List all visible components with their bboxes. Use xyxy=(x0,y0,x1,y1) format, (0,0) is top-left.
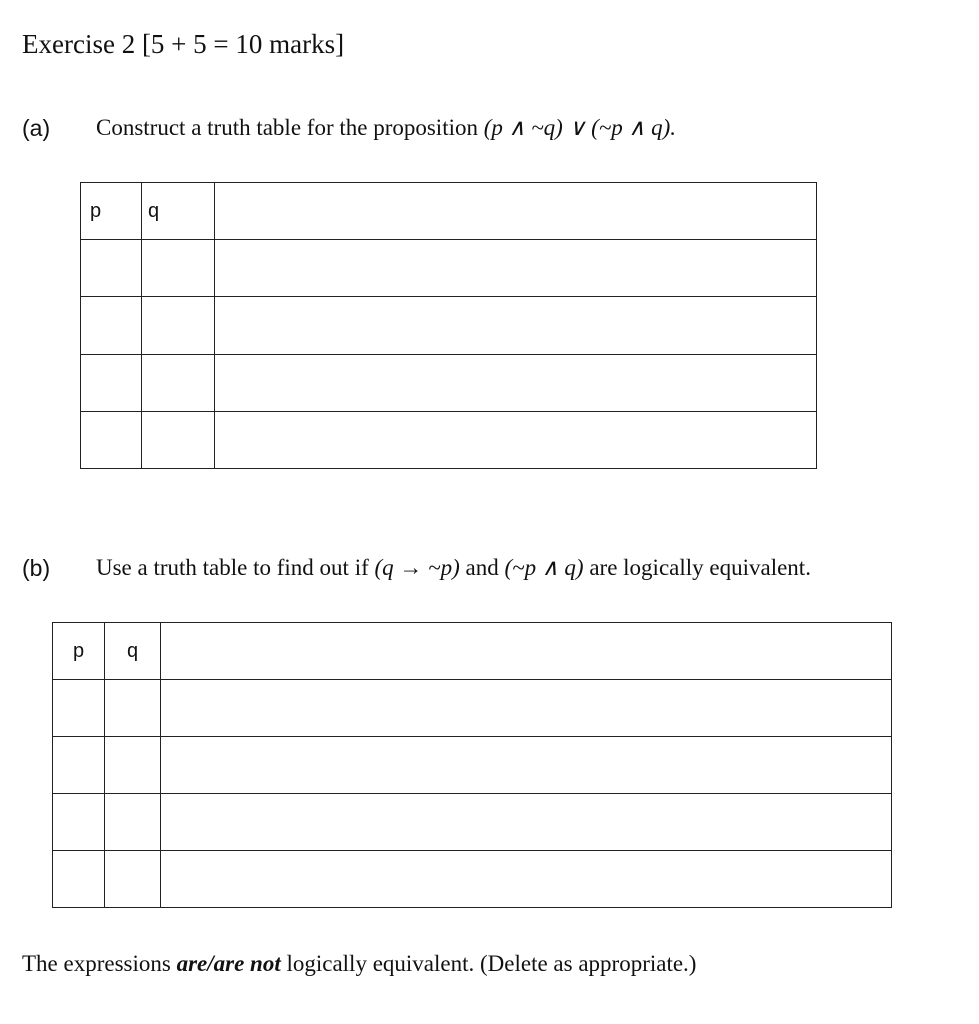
part-a-proposition: (p ∧ ~q) ∨ (~p ∧ q). xyxy=(483,115,677,140)
part-b-label: (b) xyxy=(22,555,51,581)
truth-table-b xyxy=(52,622,892,908)
table-b-header-p: p xyxy=(53,623,105,680)
table-a-header-result[interactable] xyxy=(215,183,817,240)
table-a-cell-result[interactable] xyxy=(215,297,817,354)
part-b-prompt-text-3: are logically equivalent. xyxy=(583,555,811,580)
table-b-header-q: q xyxy=(105,623,161,680)
part-a-prompt xyxy=(96,113,676,143)
part-b-prompt-text-1: Use a truth table to find out if xyxy=(96,555,375,580)
table-a-cell-p[interactable] xyxy=(81,240,142,297)
table-a-cell-q[interactable] xyxy=(142,411,215,468)
conclusion-prefix: The expressions xyxy=(22,951,177,976)
table-b-cell-q[interactable] xyxy=(105,794,161,851)
part-b-expression-2: (~p ∧ q) xyxy=(504,555,584,580)
table-row xyxy=(53,680,892,737)
table-row xyxy=(81,411,817,468)
table-a-cell-result[interactable] xyxy=(215,354,817,411)
table-b-cell-result[interactable] xyxy=(161,851,892,908)
part-b-expression-1: (q → ~p) xyxy=(374,555,460,580)
table-row xyxy=(53,851,892,908)
conclusion-statement xyxy=(22,948,696,980)
table-b-cell-p[interactable] xyxy=(53,737,105,794)
table-row xyxy=(81,297,817,354)
table-b-cell-result[interactable] xyxy=(161,737,892,794)
table-a-cell-q[interactable] xyxy=(142,240,215,297)
table-a-cell-q[interactable] xyxy=(142,297,215,354)
table-b-cell-result[interactable] xyxy=(161,680,892,737)
table-b-cell-p[interactable] xyxy=(53,794,105,851)
table-row xyxy=(53,794,892,851)
table-row xyxy=(81,240,817,297)
table-a-header-q: q xyxy=(142,183,215,240)
table-a-cell-result[interactable] xyxy=(215,411,817,468)
table-a-cell-result[interactable] xyxy=(215,240,817,297)
table-a-cell-p[interactable] xyxy=(81,411,142,468)
table-a-cell-q[interactable] xyxy=(142,354,215,411)
table-a-cell-p[interactable] xyxy=(81,297,142,354)
part-b-prompt-text-2: and xyxy=(459,555,505,580)
part-a-label: (a) xyxy=(22,115,51,141)
part-a-prompt-text: Construct a truth table for the proposition xyxy=(96,115,484,140)
table-b-cell-q[interactable] xyxy=(105,737,161,794)
table-row xyxy=(53,737,892,794)
table-b-header-row xyxy=(53,623,892,680)
truth-table-a xyxy=(80,182,817,469)
table-a-header-p: p xyxy=(81,183,142,240)
table-a-header-row xyxy=(81,183,817,240)
table-b-cell-p[interactable] xyxy=(53,851,105,908)
table-b-cell-p[interactable] xyxy=(53,680,105,737)
table-b-header-result[interactable] xyxy=(161,623,892,680)
table-b-cell-result[interactable] xyxy=(161,794,892,851)
exercise-title: Exercise 2 [5 + 5 = 10 marks] xyxy=(22,29,345,59)
table-a-cell-p[interactable] xyxy=(81,354,142,411)
part-b-prompt xyxy=(96,553,811,583)
conclusion-choice[interactable]: are/are not xyxy=(176,951,281,976)
table-b-cell-q[interactable] xyxy=(105,851,161,908)
conclusion-suffix: logically equivalent. (Delete as appropriate.) xyxy=(280,951,697,976)
table-row xyxy=(81,354,817,411)
table-b-cell-q[interactable] xyxy=(105,680,161,737)
